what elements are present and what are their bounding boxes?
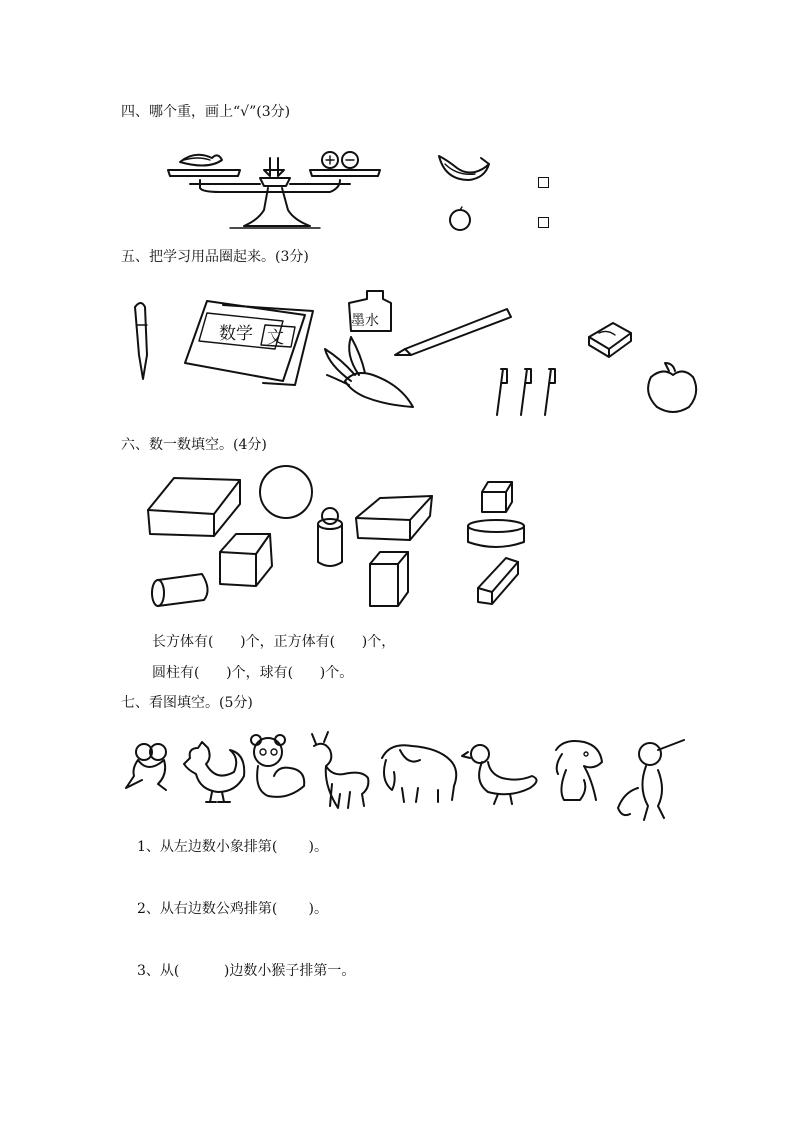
frog-icon — [126, 744, 166, 790]
small-cube-icon — [482, 482, 512, 512]
apple-icon — [648, 363, 696, 412]
eraser-box-icon — [589, 323, 631, 357]
section7-heading: 七、看图填空。(5分) — [121, 695, 253, 711]
ink-bottle-label: 墨水 — [351, 313, 379, 329]
question-3: 3、从( )边数小猴子排第一。 — [137, 963, 356, 979]
pen-icon — [135, 303, 147, 379]
math-book-label: 数学 — [219, 324, 253, 344]
cuboid-3-icon — [370, 552, 408, 606]
cuboid-4-icon — [478, 558, 518, 604]
radish-icon — [325, 337, 413, 407]
pencil-icon — [395, 309, 511, 355]
solid-shapes-illustration — [140, 462, 540, 622]
panda-icon — [251, 735, 304, 797]
orange-icon — [448, 206, 474, 232]
rooster-icon — [184, 742, 244, 802]
section4-heading: 四、哪个重，画上“√”(3分) — [121, 104, 291, 120]
flat-cylinder-icon — [468, 520, 524, 547]
school-items-illustration — [115, 285, 695, 420]
cylinder-2-icon — [152, 574, 208, 606]
banana-checkbox[interactable] — [538, 177, 549, 188]
question-2: 2、从右边数公鸡排第( )。 — [137, 901, 328, 917]
ink-bottle-icon — [349, 291, 391, 331]
cuboid-2-icon — [356, 496, 432, 540]
balance-scale-illustration — [160, 140, 390, 235]
dog-icon — [556, 741, 602, 800]
orange-checkbox[interactable] — [538, 217, 549, 228]
section6-line1: 长方体有( )个，正方体有( )个， — [152, 634, 396, 650]
question-1: 1、从左边数小象排第( )。 — [137, 839, 328, 855]
section6-heading: 六、数一数填空。(4分) — [121, 437, 267, 453]
cube-icon — [220, 534, 272, 586]
books-icon — [185, 301, 313, 385]
sphere-icon — [260, 466, 312, 518]
toothbrushes-icon — [497, 369, 555, 415]
cuboid-1-icon — [148, 478, 240, 536]
animals-row-illustration — [118, 730, 698, 826]
section5-heading: 五、把学习用品圈起来。(3分) — [121, 249, 309, 265]
monkey-icon — [618, 740, 684, 820]
duck-icon — [462, 745, 537, 804]
deer-icon — [312, 732, 368, 808]
elephant-icon — [382, 745, 456, 802]
chinese-book-label: 文 — [267, 328, 284, 348]
section6-line2: 圆柱有( )个，球有( )个。 — [152, 665, 354, 681]
cylinder-1-icon — [318, 508, 342, 566]
banana-icon — [435, 150, 495, 186]
